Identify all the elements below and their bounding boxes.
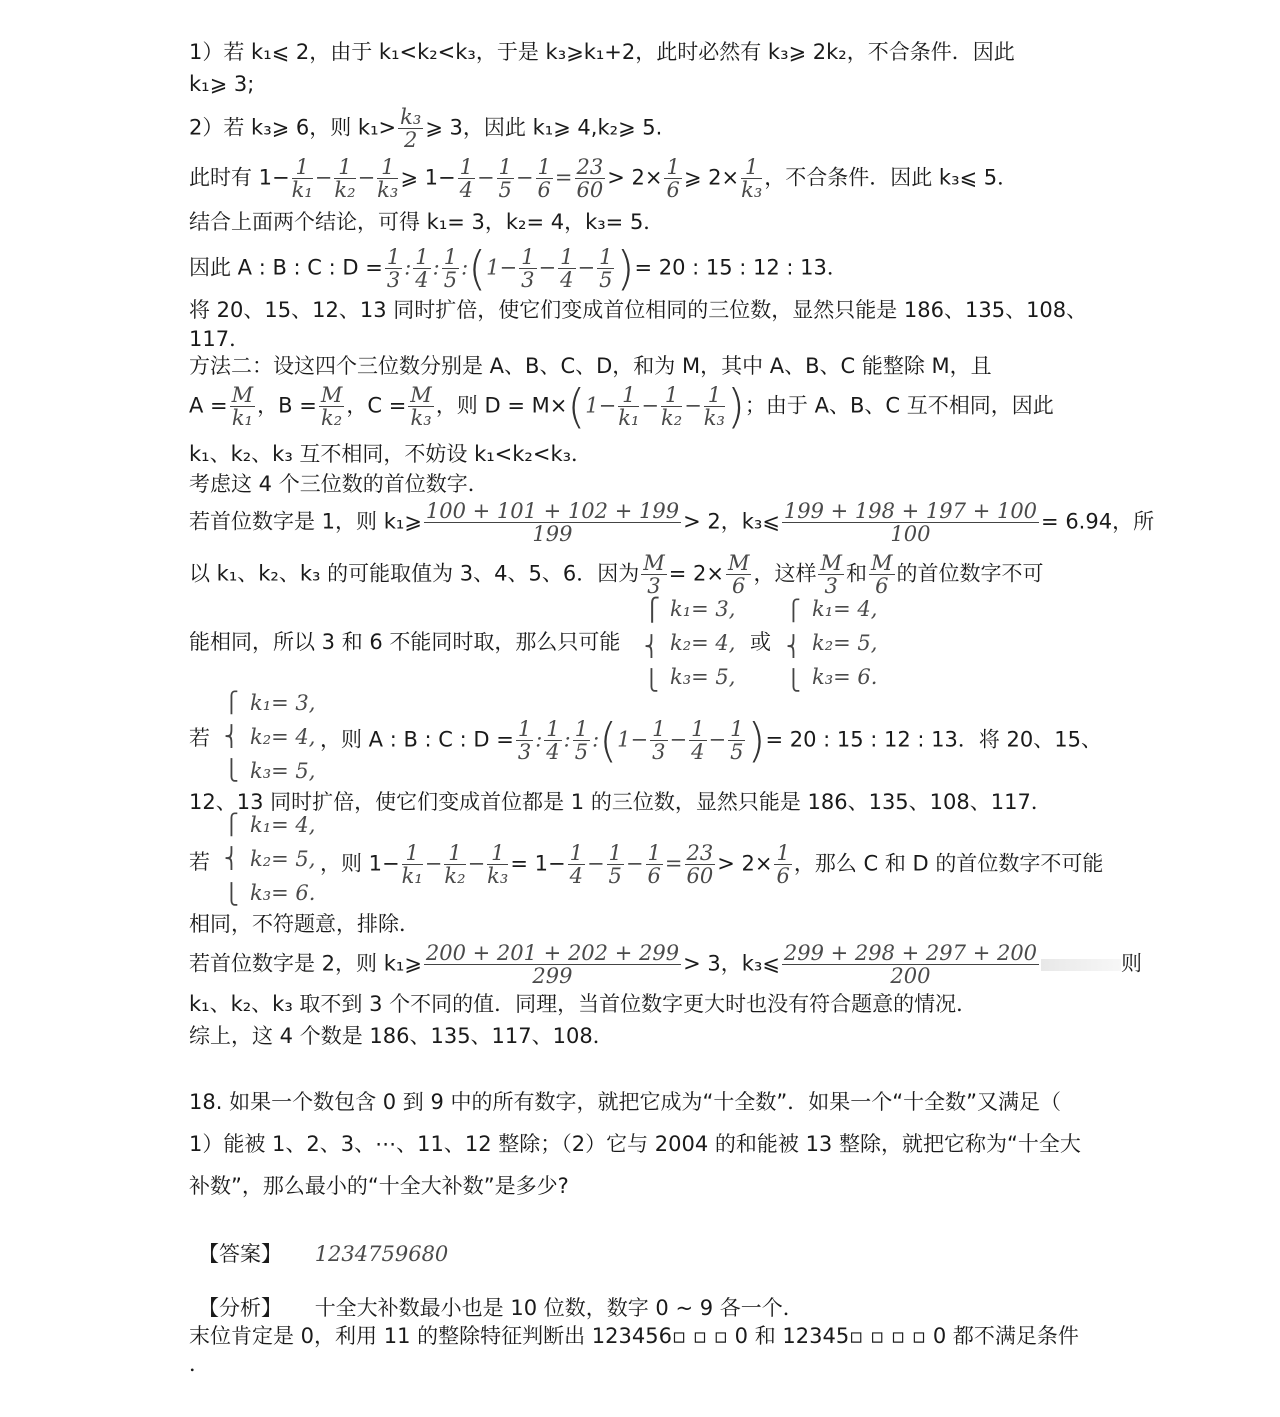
fraction: $\frac{M}{6}$: [727, 551, 750, 598]
formula-line: ，则 A : B : C : D = $\frac{1}{3}$ : $\frac{1}{4}$ : $\frac{1}{5}$ :(1− $\frac{1}{3}$ − $\frac{1}{4}$ − $\frac{1}{5}$ )= 20 : 15 : 12 : 13．将 20、15、: [320, 713, 1102, 768]
text-fragment: 的首位数字不可: [896, 561, 1044, 586]
fraction: $\frac{M}{\text{k₃}}$: [410, 383, 432, 430]
question-text: 18. 如果一个数包含 0 到 9 中的所有数字，就把它成为“十全数”．如果一个“十全数”又满足（: [189, 1090, 1062, 1114]
brace-icon: ⎩: [644, 668, 659, 692]
text-line: k₁、k₂、k₃ 取不到 3 个不同的值．同理，当首位数字更大时也没有符合题意的情况．: [189, 992, 978, 1016]
brace-icon: ⎨: [786, 634, 801, 658]
answer-value: 1234759680: [314, 1242, 449, 1266]
fraction: $\frac{23}{60}$: [686, 841, 714, 888]
fraction: $\frac{1}{\text{k₂}}$: [661, 383, 683, 430]
text-line: 若: [189, 850, 210, 874]
fraction: $\frac{M}{6}$: [871, 551, 893, 598]
fraction: $\frac{200 + 201 + 202 + 299}{299}$: [425, 941, 680, 988]
fraction: $\frac{M}{3}$: [820, 551, 842, 598]
text-fragment: ，则 D = M×: [435, 393, 568, 418]
equation-system: k₁= 4, k₂= 5, k₃= 6.: [812, 597, 878, 689]
fraction: $\frac{1}{3}$: [652, 717, 666, 764]
fraction: $\frac{1}{5}$: [574, 717, 589, 764]
text-fragment: A =: [189, 393, 228, 418]
text-fragment: ⩾ 2×: [683, 165, 740, 190]
text-fragment: = 6.94，所: [1041, 509, 1155, 534]
equation-system: k₁= 4, k₂= 5, k₃= 6.: [250, 813, 316, 905]
fraction: $\frac{299 + 298 + 297 + 200}{200}$: [783, 941, 1038, 988]
text-fragment: ，则 A : B : C : D =: [320, 727, 514, 752]
brace-icon: ⎧: [224, 812, 239, 836]
text-fragment: > 2×: [607, 165, 663, 190]
text-fragment: ⩾ 1−: [400, 165, 456, 190]
text-line: 相同，不符题意，排除．: [189, 912, 420, 936]
fraction: $\frac{1}{3}$: [517, 717, 532, 764]
fraction: $\frac{1}{\text{k₃}}$: [487, 841, 509, 888]
fraction: $\frac{23}{60}$: [576, 155, 604, 202]
text-fragment: = 20 : 15 : 12 : 13．将 20、15、: [765, 727, 1102, 752]
text-line: 将 20、15、12、13 同时扩倍，使它们变成首位相同的三位数，显然只能是 186、135、108、: [189, 298, 1088, 322]
text-line: 1）若 k₁⩽ 2，由于 k₁<k₂<k₃，于是 k₃⩾k₁+2，此时必然有 k₃⩾ 2k₂，不合条件．因此: [189, 40, 1015, 64]
fraction: $\frac{100 + 101 + 102 + 199}{199}$: [425, 499, 680, 546]
brace-icon: ⎩: [224, 758, 239, 782]
fraction: $\frac{M}{3}$: [643, 551, 665, 598]
fraction: $\frac{1}{4}$: [560, 245, 574, 292]
formula-line: 因此 A : B : C : D = $\frac{1}{3}$ : $\frac{1}{4}$ : $\frac{1}{5}$ :(1− $\frac{1}{3}$ − $\frac{1}{4}$ − $\frac{1}{5}$ )= 20 : 15 : 12 : 13．: [189, 241, 848, 296]
text-fragment: ，这样: [753, 561, 817, 586]
analysis-text: 十全大补数最小也是 10 位数，数字 0 ~ 9 各一个．: [314, 1296, 804, 1320]
equation-system: k₁= 3, k₂= 4, k₃= 5,: [250, 691, 316, 783]
brace-icon: ⎧: [224, 690, 239, 714]
fraction: $\frac{199 + 198 + 197 + 100}{100}$: [783, 499, 1038, 546]
formula-line: [189, 106, 1100, 151]
text-fragment: = 20 : 15 : 12 : 13．: [634, 255, 848, 280]
fraction: $\frac{1}{\text{k₁}}$: [291, 155, 313, 202]
text-fragment: ⩾ 3，因此 k₁⩾ 4,k₂⩾ 5.: [425, 115, 663, 140]
text-fragment: = 1−: [510, 851, 566, 876]
text-fragment: ，则 1−: [320, 851, 400, 876]
text-fragment: > 2×: [717, 851, 773, 876]
text-line: 末位肯定是 0，利用 11 的整除特征判断出 123456▫ ▫ ▫ 0 和 12345▫ ▫ ▫ ▫ 0 都不满足条件: [189, 1324, 1079, 1348]
brace-icon: ⎩: [224, 882, 239, 906]
fraction: $\frac{1}{4}$: [691, 717, 705, 764]
text-fragment: ，C =: [346, 393, 407, 418]
fraction: $\frac{1}{5}$: [608, 841, 622, 888]
text-fragment: 此时有 1−: [189, 165, 290, 190]
text-line: 若: [189, 726, 210, 750]
text-fragment: ；由于 A、B、C 互不相同，因此: [744, 393, 1054, 418]
fraction: $\frac{M}{\text{k₁}}$: [231, 383, 254, 430]
fraction: $\frac{1}{5}$: [730, 717, 744, 764]
fraction: $\frac{1}{5}$: [498, 155, 512, 202]
text-line: 综上，这 4 个数是 186、135、117、108．: [189, 1024, 614, 1048]
fraction: $\frac{1}{6}$: [666, 155, 680, 202]
blurred-region: [1041, 959, 1121, 971]
fraction: $\frac{M}{\text{k₂}}$: [320, 383, 343, 430]
formula-line: [189, 499, 1155, 546]
fraction: $\frac{1}{4}$: [569, 841, 583, 888]
text-fragment: 若首位数字是 1，则 k₁⩾: [189, 509, 422, 534]
text-fragment: = 2×: [668, 561, 724, 586]
formula-line: [189, 941, 1143, 988]
answer-line: [198, 1238, 1100, 1270]
brace-icon: ⎨: [224, 846, 239, 870]
text-line: 或: [750, 630, 771, 654]
brace-icon: ⎧: [786, 598, 801, 622]
text-fragment: 2）若 k₃⩾ 6，则 k₁>: [189, 115, 397, 140]
text-fragment: 若首位数字是 2，则 k₁⩾: [189, 951, 422, 976]
question-text: 补数”，那么最小的“十全大补数”是多少?: [189, 1174, 569, 1198]
equation-system: k₁= 3, k₂= 4, k₃= 5,: [670, 597, 736, 689]
fraction: $\frac{1}{\text{k₂}}$: [444, 841, 466, 888]
text-line: 考虑这 4 个三位数的首位数字．: [189, 472, 489, 496]
text-fragment: ，B =: [257, 393, 317, 418]
fraction: $\frac{1}{\text{k₁}}$: [401, 841, 423, 888]
fraction: $\frac{1}{3}$: [521, 245, 535, 292]
text-fragment: 和: [846, 561, 867, 586]
formula-line: [189, 552, 1100, 597]
text-line: 12、13 同时扩倍，使它们变成首位都是 1 的三位数，显然只能是 186、135、108、117．: [189, 790, 1052, 814]
fraction: $\frac{1}{6}$: [776, 841, 790, 888]
formula-line: 此时有 1− $\frac{1}{\text{k₁}}$ − $\frac{1}{\text{k₂}}$ − $\frac{1}{\text{k₃}}$ ⩾ 1− $\frac{1}{4}$ − $\frac{1}{5}$ − $\frac{1}{6}$ = $\frac{23}{60}$ > 2× $\frac{1}{6}$ ⩾ 2× $\frac{1}{\text{k₃}}$ ，不合条件．因此 k₃⩽ 5．: [189, 155, 1019, 202]
text-fragment: > 2，k₃⩽: [683, 509, 780, 534]
fraction: $\frac{1}{4}$: [459, 155, 473, 202]
analysis-label: 【分析】: [198, 1296, 282, 1320]
formula-line: ，则 1− $\frac{1}{\text{k₁}}$ − $\frac{1}{\text{k₂}}$ − $\frac{1}{\text{k₃}}$ = 1− $\frac{1}{4}$ − $\frac{1}{5}$ − $\frac{1}{6}$ = $\frac{23}{60}$ > 2× $\frac{1}{6}$ ，那么 C 和 D 的首位数字不可能: [320, 841, 1104, 888]
fraction: $\frac{1}{4}$: [546, 717, 560, 764]
fraction: $\frac{1}{\text{k₃}}$: [741, 155, 763, 202]
question-text: 1）能被 1、2、3、⋯、11、12 整除；（2）它与 2004 的和能被 13 整除，就把它称为“十全大: [189, 1132, 1081, 1156]
text-line: 117．: [189, 327, 251, 351]
answer-label: 【答案】: [198, 1242, 282, 1266]
text-fragment: ，不合条件．因此 k₃⩽ 5．: [764, 165, 1019, 190]
text-fragment: 以 k₁、k₂、k₃ 的可能取值为 3、4、5、6．因为: [189, 561, 640, 586]
fraction: $\frac{1}{5}$: [599, 245, 613, 292]
brace-icon: ⎨: [224, 724, 239, 748]
text-line: 方法二：设这四个三位数分别是 A、B、C、D，和为 M，其中 A、B、C 能整除 M，且: [189, 354, 992, 378]
fraction: $\frac{1}{\text{k₂}}$: [334, 155, 356, 202]
text-line: 结合上面两个结论，可得 k₁= 3，k₂= 4，k₃= 5．: [189, 210, 665, 234]
fraction: $\frac{1}{\text{k₁}}$: [618, 383, 640, 430]
fraction: $\frac{1}{5}$: [443, 245, 458, 292]
fraction: $\frac{1}{\text{k₃}}$: [377, 155, 399, 202]
fraction: $\frac{1}{6}$: [647, 841, 661, 888]
text-line: ．: [189, 1352, 210, 1376]
fraction: $\frac{1}{3}$: [386, 245, 401, 292]
fraction: $\frac{1}{4}$: [415, 245, 429, 292]
text-line: k₁、k₂、k₃ 互不相同，不妨设 k₁<k₂<k₃．: [189, 442, 593, 466]
text-fragment: 因此 A : B : C : D =: [189, 255, 383, 280]
text-line: k₁⩾ 3;: [189, 72, 255, 96]
formula-line: A = $\frac{M}{\text{k₁}}$ ，B = $\frac{M}{\text{k₂}}$ ，C = $\frac{M}{\text{k₃}}$ ，则 D = M×(1− $\frac{1}{\text{k₁}}$ − $\frac{1}{\text{k₂}}$ − $\frac{1}{\text{k₃}}$ )；由于 A、B、C 互不相同，因此: [189, 379, 1054, 434]
brace-icon: ⎧: [644, 598, 661, 623]
text-fragment: ，那么 C 和 D 的首位数字不可能: [793, 851, 1104, 876]
brace-icon: ⎩: [786, 668, 801, 692]
brace-icon: ⎨: [644, 634, 659, 658]
fraction: $\frac{\text{k₃}}{2}$: [400, 105, 422, 152]
text-fragment: > 3，k₃⩽: [683, 951, 780, 976]
text-fragment: 则: [1121, 951, 1143, 976]
fraction: $\frac{1}{\text{k₃}}$: [703, 383, 725, 430]
text-line: 能相同，所以 3 和 6 不能同时取，那么只可能: [189, 630, 621, 654]
fraction: $\frac{1}{6}$: [537, 155, 551, 202]
